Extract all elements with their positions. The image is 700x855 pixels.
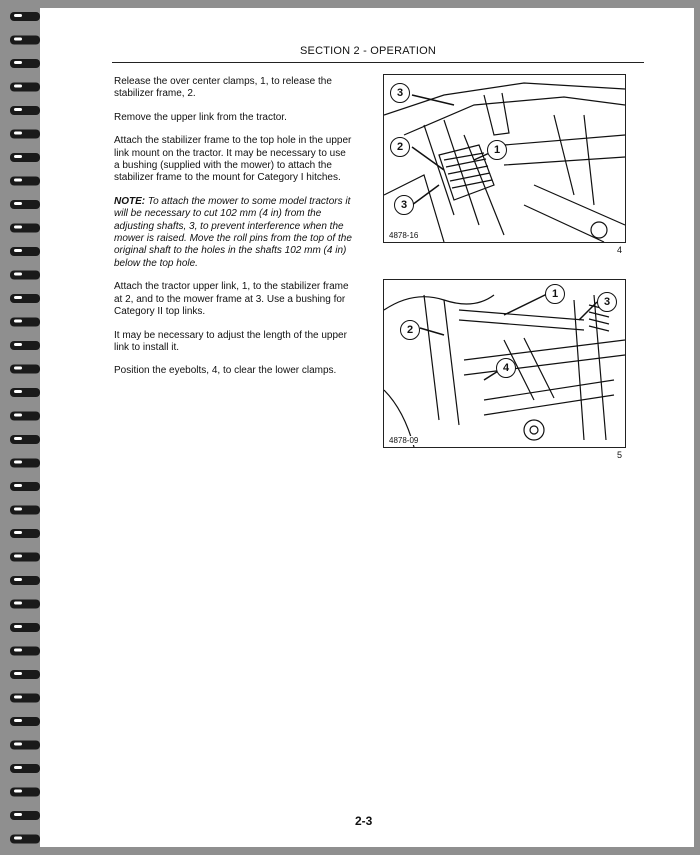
callout-3: 3 bbox=[394, 195, 414, 215]
binding-coil-highlight bbox=[14, 461, 22, 464]
callout-4: 4 bbox=[496, 358, 516, 378]
binding-coil-highlight bbox=[14, 555, 22, 558]
header-rule bbox=[112, 62, 644, 63]
instruction-paragraph: It may be necessary to adjust the length of the upper link to install it. bbox=[114, 329, 347, 353]
binding-coil-highlight bbox=[14, 437, 22, 440]
callout-1: 1 bbox=[487, 140, 507, 160]
binding-coil-highlight bbox=[14, 625, 22, 628]
binding-coil-highlight bbox=[14, 249, 22, 252]
figure-code: 4878-16 bbox=[389, 231, 419, 240]
binding-coil-highlight bbox=[14, 155, 22, 158]
callout-2: 2 bbox=[400, 320, 420, 340]
binding-coil-highlight bbox=[14, 367, 22, 370]
binding-coil-highlight bbox=[14, 531, 22, 534]
binding-coil-highlight bbox=[14, 273, 22, 276]
binding-coil-highlight bbox=[14, 296, 22, 299]
figure-number: 5 bbox=[617, 450, 623, 460]
binding-coil-highlight bbox=[14, 484, 22, 487]
binding-coil-highlight bbox=[14, 202, 22, 205]
binding-coil-highlight bbox=[14, 790, 22, 793]
binding-coil-highlight bbox=[14, 108, 22, 111]
instructions-column bbox=[114, 76, 354, 389]
binding-coil-highlight bbox=[14, 649, 22, 652]
binding-coil-highlight bbox=[14, 813, 22, 816]
callout-3: 3 bbox=[597, 292, 617, 312]
binding-coil-highlight bbox=[14, 508, 22, 511]
page-number: 2-3 bbox=[355, 814, 373, 828]
callout-1: 1 bbox=[545, 284, 565, 304]
figure-code: 4878-09 bbox=[389, 436, 419, 445]
binding-coil-highlight bbox=[14, 719, 22, 722]
binding-coil-highlight bbox=[14, 85, 22, 88]
note-text: To attach the mower to some model tractors it will be necessary to cut 102 mm (4 in) from the adjusting shafts, 3, to prevent interference when the mower is raised. Move the roll pins from the top of the original shaft to the holes in the shafts 102 mm (4 in) below the top hole. bbox=[114, 195, 352, 269]
binding-coil-highlight bbox=[14, 766, 22, 769]
callout-2: 2 bbox=[390, 137, 410, 157]
tractor-hitch-drawing-icon bbox=[384, 75, 625, 242]
instruction-paragraph: Attach the tractor upper link, 1, to the stabilizer frame at 2, and to the mower frame at 3. Use a bushing for Category II top links. bbox=[114, 281, 349, 318]
binding-coil-highlight bbox=[14, 61, 22, 64]
instruction-paragraph: Attach the stabilizer frame to the top hole in the upper link mount on the tractor. It may be necessary to use a bushing (supplied with the mower) to attach the stabilizer frame to the mount for Category I hitches. bbox=[114, 135, 352, 184]
figure-5-illustration bbox=[383, 279, 626, 448]
section-header: SECTION 2 - OPERATION bbox=[300, 45, 437, 57]
binding-coil-highlight bbox=[14, 743, 22, 746]
instruction-paragraph: Position the eyebolts, 4, to clear the lower clamps. bbox=[114, 365, 337, 377]
binding-coil-highlight bbox=[14, 837, 22, 840]
binding-coil-highlight bbox=[14, 578, 22, 581]
binding-coil-highlight bbox=[14, 226, 22, 229]
binding-coil-highlight bbox=[14, 38, 22, 41]
binding-coil-highlight bbox=[14, 132, 22, 135]
figure-4-illustration bbox=[383, 74, 626, 243]
instruction-paragraph: Release the over center clamps, 1, to release the stabilizer frame, 2. bbox=[114, 76, 332, 100]
binding-coil-highlight bbox=[14, 320, 22, 323]
binding-coil-highlight bbox=[14, 414, 22, 417]
binding-coil-highlight bbox=[14, 14, 22, 17]
instruction-paragraph: Remove the upper link from the tractor. bbox=[114, 111, 287, 123]
note-paragraph bbox=[114, 196, 354, 270]
callout-3: 3 bbox=[390, 83, 410, 103]
binding-coil-highlight bbox=[14, 672, 22, 675]
binding-coil-highlight bbox=[14, 343, 22, 346]
binding-coil-highlight bbox=[14, 602, 22, 605]
figure-number: 4 bbox=[617, 245, 623, 255]
binding-coil-highlight bbox=[14, 390, 22, 393]
note-label: NOTE: bbox=[114, 195, 146, 207]
binding-coil-highlight bbox=[14, 696, 22, 699]
binding-coil-highlight bbox=[14, 179, 22, 182]
